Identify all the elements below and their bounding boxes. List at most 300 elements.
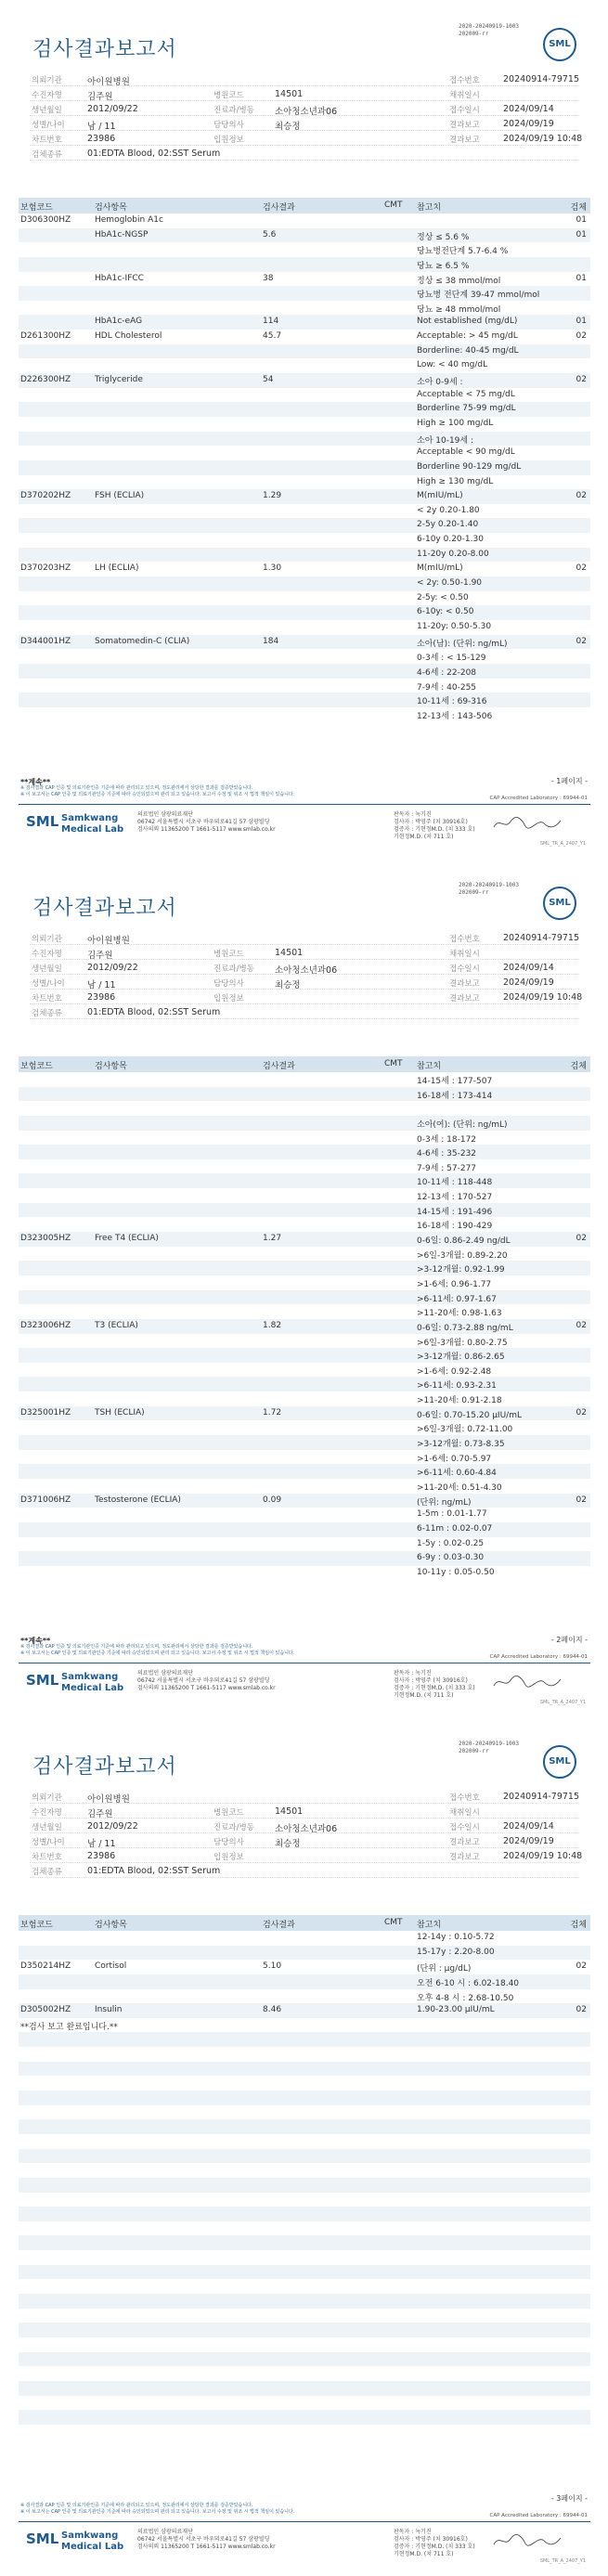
table-row (19, 242, 590, 257)
test-code: **검사 보고 완료입니다.** (20, 2022, 118, 2032)
table-row (19, 591, 590, 606)
table-row (19, 1960, 590, 1974)
specimen-code: 02 (576, 1407, 587, 1417)
test-item: T3 (ECLIA) (95, 1320, 138, 1330)
table-row (19, 1931, 590, 1946)
reference-range: 10-11y : 0.05-0.50 (417, 1567, 495, 1577)
footer-logo: SML (26, 813, 59, 830)
table-row (19, 2309, 590, 2324)
reference-range: >11-20세: 0.51-4.30 (417, 1482, 502, 1493)
table-row (19, 533, 590, 548)
reported-time: 2024/09/19 10:48 (503, 992, 583, 1003)
reference-range: 정상 ≤ 5.6 % (417, 232, 470, 242)
reference-range: 11-20y: 0.50-5.30 (417, 621, 492, 631)
test-code: D370202HZ (20, 491, 71, 501)
reference-range: 12-14y : 0.10-5.72 (417, 1933, 495, 1942)
results-table-header: 보험코드 검사항목 검사결과 CMT 참고치 검체 (19, 1056, 590, 1072)
table-row (19, 257, 590, 272)
reference-range: < 2y: 0.50-1.90 (417, 578, 483, 589)
results-table-header: 보험코드 검사항목 검사결과 CMT 참고치 검체 (19, 198, 590, 214)
reference-range: Borderline 75-99 mg/dL (417, 404, 516, 414)
reference-range: Acceptable: > 45 mg/dL (417, 331, 518, 342)
sex-age: 남 / 11 (87, 122, 116, 132)
reference-range: 소아(남): (단위: ng/mL) (417, 639, 508, 649)
specimen-code: 02 (576, 331, 587, 342)
table-row (19, 1392, 590, 1406)
patient-info: 의뢰기관 아이원병원 접수번호 20240914-79715 수진자명 김주원 병원코드 14501 채취일시 생년월일 2012/09/22 진료과/병동 소아청소년과06 접수일시 2024/09/14 성별/나이 남 / 11 담당의사 최승정 결과보고 2024/09/19 차트번호 23986 입원정보 결과보고 2024/09/19 10:48 검체종류 01:EDTA Blood, 02:SST Serum (30, 71, 579, 161)
accession-value: 20240914-79715 (503, 74, 580, 84)
test-result: 114 (263, 317, 279, 327)
table-row (19, 402, 590, 417)
test-code: D370203HZ (20, 563, 71, 574)
table-row (19, 1420, 590, 1435)
reference-range: >11-20세: 0.91-2.18 (417, 1396, 502, 1406)
table-row (19, 1116, 590, 1131)
cap-accreditation: CAP Accredited Laboratory : 69944-01 (489, 2513, 588, 2518)
table-row (19, 1479, 590, 1494)
footer-notes: ※ 검사결과 CAP 인증 및 의료기관인증 기준에 따라 관리되고 있으며, 정도관리에서 상당한 결과를 검증받았습니다. ※ 이 보고서는 CAP 인증 및 의료기관인증 기준에 따라 승인되었으며 관리 되고 있습니다. 보고서 수정 및 위조 시 법적 책임이 있습니다. (20, 785, 295, 797)
patient-name: 김주원 (87, 92, 113, 102)
table-row (19, 1173, 590, 1188)
hospital-code: 14501 (275, 1806, 304, 1817)
test-item: LH (ECLIA) (95, 563, 139, 574)
footer-brand: Samkwang Medical Lab (61, 1672, 124, 1693)
table-row (19, 2018, 590, 2033)
reported-time: 2024/09/19 10:48 (503, 134, 583, 144)
report-title: 검사결과보고서 (32, 38, 177, 61)
test-code: D323005HZ (20, 1234, 71, 1244)
test-result: 1.72 (263, 1407, 282, 1417)
reference-range: >3-12개월: 0.92-1.99 (417, 1265, 505, 1275)
reference-range: 14-15세 : 191-496 (417, 1207, 493, 1217)
table-row (19, 2193, 590, 2207)
table-row (19, 1232, 590, 1247)
birth-date: 2012/09/22 (87, 963, 138, 973)
reference-range: >1-6세: 0.92-2.48 (417, 1366, 492, 1377)
reference-range: 오후 4-8 시 : 2.68-10.50 (417, 1993, 514, 2003)
department: 소아청소년과06 (275, 965, 338, 976)
reference-range: M(mIU/mL) (417, 491, 463, 501)
table-row (19, 315, 590, 330)
specimen-code: 02 (576, 636, 587, 646)
table-row (19, 2323, 590, 2337)
results-table (19, 1072, 590, 1580)
test-item: Cortisol (95, 1961, 127, 1972)
test-item: HbA1c-IFCC (95, 273, 144, 283)
table-row (19, 1087, 590, 1102)
reference-range: Borderline 90-129 mg/dL (417, 461, 522, 472)
test-result: 1.30 (263, 563, 282, 574)
table-row (19, 2425, 590, 2440)
footer-signatories: 판독자 : 녹기진 검사자 : 박영주 (치 30916호) 검증자 : 기현정M.D. (치 333 호) 기현정M.D. (치 711 호) (394, 1670, 475, 1699)
table-row (19, 518, 590, 533)
reference-range: >6-11세: 0.60-4.84 (417, 1469, 497, 1479)
reference-range: Acceptable < 75 mg/dL (417, 389, 515, 399)
table-row (19, 1290, 590, 1305)
reference-range: 6-9y : 0.03-0.30 (417, 1553, 485, 1563)
test-item: TSH (ECLIA) (95, 1407, 145, 1417)
table-row (19, 2221, 590, 2236)
sml-logo: SML (543, 1745, 576, 1779)
reference-range: 0-6일: 0.86-2.49 ng/dL (417, 1236, 511, 1247)
table-row (19, 2265, 590, 2280)
accession-value: 20240914-79715 (503, 1792, 580, 1802)
reference-range: (단위: ng/mL) (417, 1497, 472, 1508)
reference-range: 16-18세 : 190-429 (417, 1222, 493, 1232)
table-row (19, 1275, 590, 1290)
table-row (19, 460, 590, 475)
table-row (19, 504, 590, 519)
reference-range: 14-15세 : 177-507 (417, 1077, 493, 1086)
table-row (19, 2163, 590, 2178)
footer-notes: ※ 검사결과 CAP 인증 및 의료기관인증 기준에 따라 관리되고 있으며, 정도관리에서 상당한 결과를 검증받았습니다. ※ 이 보고서는 CAP 인증 및 의료기관인증 기준에 따라 승인되었으며 관리 되고 있습니다. 보고서 수정 및 위조 시 법적 책임이 있습니다. (20, 1644, 295, 1656)
table-row (19, 1522, 590, 1537)
doctor: 최승정 (275, 980, 301, 990)
specimen-code: 01 (576, 229, 587, 239)
table-row (19, 1989, 590, 2004)
reference-range: 6-10y 0.20-1.30 (417, 535, 484, 545)
table-row (19, 1974, 590, 1989)
document-id: 2020-20240919-1003 202009-rr (459, 1741, 520, 1754)
table-row (19, 2279, 590, 2294)
patient-info: 의뢰기관 아이원병원 접수번호 20240914-79715 수진자명 김주원 병원코드 14501 채취일시 생년월일 2012/09/22 진료과/병동 소아청소년과06 접수일시 2024/09/14 성별/나이 남 / 11 담당의사 최승정 결과보고 2024/09/19 차트번호 23986 입원정보 결과보고 2024/09/19 10:48 검체종류 01:EDTA Blood, 02:SST Serum (30, 930, 579, 1019)
table-row (19, 576, 590, 591)
table-row (19, 475, 590, 490)
hospital-code: 14501 (275, 948, 304, 958)
table-row (19, 1072, 590, 1087)
test-code: D344001HZ (20, 636, 71, 646)
reference-range: >3-12개월: 0.86-2.65 (417, 1353, 505, 1363)
reference-range: 2-5y 0.20-1.40 (417, 520, 479, 530)
department: 소아청소년과06 (275, 1824, 338, 1834)
document-id: 2020-20240919-1003 202009-rr (459, 882, 520, 896)
test-item: HDL Cholesterol (95, 331, 162, 342)
received-date: 2024/09/14 (503, 104, 554, 114)
reference-range: 1-5y : 0.02-0.25 (417, 1538, 485, 1548)
reference-range: >11-20세: 0.98-1.63 (417, 1309, 502, 1319)
specimen-code: 01 (576, 317, 587, 327)
reference-range: >6-11세: 0.97-1.67 (417, 1294, 497, 1304)
table-row (19, 1348, 590, 1363)
reference-range: 2-5y: < 0.50 (417, 592, 469, 602)
table-row (19, 2366, 590, 2381)
reference-range: 11-20y 0.20-8.00 (417, 549, 489, 559)
test-result: 45.7 (263, 331, 282, 342)
test-item: Hemoglobin A1c (95, 215, 163, 225)
report-title: 검사결과보고서 (32, 897, 177, 920)
table-row (19, 417, 590, 432)
table-row (19, 1261, 590, 1275)
chart-number: 23986 (87, 992, 116, 1003)
page-number: - 1페이지 - (550, 777, 588, 785)
table-row (19, 1946, 590, 1961)
chart-number: 23986 (87, 1851, 116, 1861)
signature-image (490, 815, 564, 832)
reference-range: 당뇨병전단계 5.7-6.4 % (417, 247, 509, 257)
footer-signatories: 판독자 : 녹기진 검사자 : 박영주 (치 30916호) 검증자 : 기현정M.D. (치 333 호) 기현정M.D. (치 711 호) (394, 2529, 475, 2557)
test-item: Free T4 (ECLIA) (95, 1234, 159, 1244)
form-code: SML_TR_A_2407_Y1 (539, 841, 586, 847)
birth-date: 2012/09/22 (87, 1821, 138, 1832)
table-row (19, 1304, 590, 1319)
reference-range: M(mIU/mL) (417, 563, 463, 574)
table-row (19, 272, 590, 287)
reference-range: 6-10y: < 0.50 (417, 607, 474, 617)
table-row (19, 605, 590, 620)
table-row (19, 1551, 590, 1566)
table-row (19, 2178, 590, 2193)
footer-brand: Samkwang Medical Lab (61, 2531, 124, 2552)
patient-info: 의뢰기관 아이원병원 접수번호 20240914-79715 수진자명 김주원 병원코드 14501 채취일시 생년월일 2012/09/22 진료과/병동 소아청소년과06 접수일시 2024/09/14 성별/나이 남 / 11 담당의사 최승정 결과보고 2024/09/19 차트번호 23986 입원정보 결과보고 2024/09/19 10:48 검체종류 01:EDTA Blood, 02:SST Serum (30, 1789, 579, 1878)
reference-range: Borderline: 40-45 mg/dL (417, 345, 519, 356)
test-code: D323006HZ (20, 1320, 71, 1330)
table-row (19, 1508, 590, 1522)
chart-number: 23986 (87, 134, 116, 144)
reference-range: (단위 : μg/dL) (417, 1964, 472, 1974)
test-code: D305002HZ (20, 2005, 71, 2015)
received-date: 2024/09/14 (503, 1821, 554, 1832)
reported-date: 2024/09/19 (503, 1836, 554, 1846)
page-number: - 3페이지 - (550, 2494, 588, 2503)
reference-range: 12-13세 : 170-527 (417, 1193, 493, 1203)
patient-name: 김주원 (87, 1809, 113, 1819)
reference-range: 당뇨병 전단계 39-47 mmol/mol (417, 291, 540, 301)
table-row (19, 344, 590, 359)
table-row (19, 1435, 590, 1450)
test-code: D261300HZ (20, 331, 71, 342)
test-code: D306300HZ (20, 215, 71, 225)
specimen-code: 02 (576, 1495, 587, 1505)
report-page (0, 0, 608, 859)
signature-image (490, 1674, 564, 1690)
test-result: 0.09 (263, 1495, 282, 1505)
patient-name: 김주원 (87, 951, 113, 961)
table-row (19, 2337, 590, 2352)
table-row (19, 373, 590, 388)
signature-image (490, 2532, 564, 2549)
test-item: Testosterone (ECLIA) (95, 1495, 181, 1505)
table-row (19, 1464, 590, 1479)
hospital-code: 14501 (275, 89, 304, 99)
reference-range: >6일-3개월: 0.80-2.75 (417, 1338, 508, 1348)
institution-value: 아이원병원 (87, 936, 130, 946)
table-row (19, 1101, 590, 1116)
results-table-header: 보험코드 검사항목 검사결과 CMT 참고치 검체 (19, 1915, 590, 1931)
reference-range: 12-13세 : 143-506 (417, 711, 493, 721)
form-code: SML_TR_A_2407_Y1 (539, 2558, 586, 2564)
reference-range: Not established (mg/dL) (417, 317, 518, 327)
test-result: 1.29 (263, 491, 282, 501)
reference-range: 15-17y : 2.20-8.00 (417, 1947, 495, 1957)
table-row (19, 1203, 590, 1218)
footer-logo: SML (26, 2531, 59, 2547)
table-row (19, 1131, 590, 1146)
table-row (19, 432, 590, 447)
table-row (19, 635, 590, 650)
table-row (19, 2250, 590, 2265)
table-row (19, 2032, 590, 2047)
specimen-code: 02 (576, 1961, 587, 1972)
reference-range: Low: < 40 mg/dL (417, 360, 488, 370)
department: 소아청소년과06 (275, 107, 338, 117)
reference-range: 1-5m : 0.01-1.77 (417, 1509, 487, 1520)
reference-range: 0-6일: 0.70-15.20 μIU/mL (417, 1410, 522, 1420)
table-row (19, 446, 590, 460)
sex-age: 남 / 11 (87, 980, 116, 990)
continued-marker: **계속** (20, 1637, 51, 1645)
table-row (19, 2207, 590, 2221)
table-row (19, 489, 590, 504)
test-result: 1.27 (263, 1234, 282, 1244)
footer-address: 의료법인 삼광의료재단 06742 서울특별시 서초구 바우뫼로41길 57 삼광빌딩 검사의뢰 11365200 T 1661-5117 www.smlab.co.kr (137, 1670, 276, 1691)
reference-range: 소아 10-19세 : (417, 435, 473, 446)
table-row (19, 228, 590, 243)
table-row (19, 693, 590, 707)
test-item: FSH (ECLIA) (95, 491, 145, 501)
reference-range: 10-11세 : 118-448 (417, 1178, 493, 1188)
reference-range: 7-9세 : 57-277 (417, 1163, 477, 1173)
specimen-code: 02 (576, 2005, 587, 2015)
reference-range: 1.90-23.00 μIU/mL (417, 2005, 495, 2015)
table-row (19, 1406, 590, 1421)
test-code: D325001HZ (20, 1407, 71, 1417)
table-row (19, 2410, 590, 2425)
table-row (19, 707, 590, 722)
table-row (19, 1247, 590, 1262)
results-table (19, 1931, 590, 2439)
document-id: 2020-20240919-1003 202009-rr (459, 23, 520, 37)
reference-range: 4-6세 : 35-232 (417, 1149, 477, 1159)
table-row (19, 301, 590, 316)
test-code: D350214HZ (20, 1961, 71, 1972)
reference-range: >1-6세: 0.96-1.77 (417, 1279, 492, 1289)
table-row (19, 1334, 590, 1349)
table-row (19, 1217, 590, 1232)
reference-range: 소아 0-9세 : (417, 378, 463, 388)
table-row (19, 2149, 590, 2164)
specimen-code: 02 (576, 375, 587, 385)
reported-time: 2024/09/19 10:48 (503, 1851, 583, 1861)
doctor: 최승정 (275, 122, 301, 132)
form-code: SML_TR_A_2407_Y1 (539, 1700, 586, 1705)
test-result: 5.10 (263, 1961, 282, 1972)
table-row (19, 620, 590, 635)
table-row (19, 2396, 590, 2411)
test-code: D226300HZ (20, 375, 71, 385)
footer-address: 의료법인 삼광의료재단 06742 서울특별시 서초구 바우뫼로41길 57 삼광빌딩 검사의뢰 11365200 T 1661-5117 www.smlab.co.kr (137, 811, 276, 833)
reference-range: 정상 ≤ 38 mmol/mol (417, 276, 501, 286)
table-row (19, 1494, 590, 1508)
test-item: HbA1c-eAG (95, 317, 143, 327)
sml-logo: SML (543, 28, 576, 61)
reference-range: 당뇨 ≥ 48 mmol/mol (417, 304, 501, 315)
birth-date: 2012/09/22 (87, 104, 138, 114)
table-row (19, 388, 590, 403)
footer-logo: SML (26, 1672, 59, 1689)
table-row (19, 2091, 590, 2105)
received-date: 2024/09/14 (503, 963, 554, 973)
table-row (19, 548, 590, 563)
reference-range: >3-12개월: 0.73-8.35 (417, 1440, 505, 1450)
test-result: 38 (263, 273, 274, 283)
table-row (19, 1159, 590, 1174)
table-row (19, 2235, 590, 2250)
table-row (19, 1319, 590, 1334)
table-row (19, 679, 590, 693)
specimen-code: 02 (576, 1234, 587, 1244)
table-row (19, 649, 590, 664)
footer-signatories: 판독자 : 녹기진 검사자 : 박영주 (치 30916호) 검증자 : 기현정M.D. (치 333 호) 기현정M.D. (치 711 호) (394, 811, 475, 840)
reference-range: 4-6세 : 22-208 (417, 667, 477, 678)
reference-range: < 2y 0.20-1.80 (417, 505, 480, 515)
reference-range: High ≥ 130 mg/dL (417, 476, 494, 486)
specimen-code: 01 (576, 215, 587, 225)
specimen-code: 02 (576, 491, 587, 501)
table-row (19, 2047, 590, 2062)
table-row (19, 214, 590, 228)
reported-date: 2024/09/19 (503, 977, 554, 988)
specimen-code: 02 (576, 563, 587, 574)
reference-range: 소아(여): (단위: ng/mL) (417, 1120, 508, 1130)
table-row (19, 1566, 590, 1581)
specimen-type: 01:EDTA Blood, 02:SST Serum (87, 1007, 221, 1017)
table-row (19, 2119, 590, 2134)
specimen-type: 01:EDTA Blood, 02:SST Serum (87, 1866, 221, 1876)
report-page (0, 859, 608, 1717)
cap-accreditation: CAP Accredited Laboratory : 69944-01 (489, 1654, 588, 1660)
table-row (19, 286, 590, 301)
sml-logo: SML (543, 887, 576, 920)
test-item: Insulin (95, 2005, 123, 2015)
reference-range: >1-6세: 0.70-5.97 (417, 1454, 492, 1464)
reference-range: 0-3세 : 18-172 (417, 1134, 477, 1145)
test-item: Triglyceride (95, 375, 143, 385)
test-result: 8.46 (263, 2005, 282, 2015)
test-code: D371006HZ (20, 1495, 71, 1505)
table-row (19, 330, 590, 344)
test-item: HbA1c-NGSP (95, 229, 149, 239)
table-row (19, 358, 590, 373)
table-row (19, 2294, 590, 2309)
accession-value: 20240914-79715 (503, 933, 580, 943)
test-result: 54 (263, 375, 274, 385)
reference-range: >6-11세: 0.93-2.31 (417, 1381, 497, 1392)
footer-brand: Samkwang Medical Lab (61, 813, 124, 835)
table-row (19, 2134, 590, 2149)
doctor: 최승정 (275, 1839, 301, 1849)
table-row (19, 1450, 590, 1465)
table-row (19, 2076, 590, 2091)
specimen-code: 02 (576, 1320, 587, 1330)
report-title: 검사결과보고서 (32, 1755, 177, 1779)
reference-range: 16-18세 : 173-414 (417, 1091, 493, 1101)
test-item: Somatomedin-C (CLIA) (95, 636, 190, 646)
reference-range: 0-3세 : < 15-129 (417, 654, 486, 664)
footer-address: 의료법인 삼광의료재단 06742 서울특별시 서초구 바우뫼로41길 57 삼광빌딩 검사의뢰 11365200 T 1661-5117 www.smlab.co.kr (137, 2529, 276, 2550)
specimen-code: 01 (576, 273, 587, 283)
continued-marker: **계속** (20, 778, 51, 786)
table-row (19, 562, 590, 576)
specimen-type: 01:EDTA Blood, 02:SST Serum (87, 149, 221, 159)
reference-range: >6일-3개월: 0.72-11.00 (417, 1425, 513, 1435)
cap-accreditation: CAP Accredited Laboratory : 69944-01 (489, 796, 588, 801)
reference-range: High ≥ 100 mg/dL (417, 418, 494, 428)
test-result: 184 (263, 636, 279, 646)
test-result: 1.82 (263, 1320, 282, 1330)
reference-range: 오전 6-10 시 : 6.02-18.40 (417, 1978, 520, 1988)
table-row (19, 2062, 590, 2077)
reference-range: 당뇨 ≥ 6.5 % (417, 261, 470, 271)
